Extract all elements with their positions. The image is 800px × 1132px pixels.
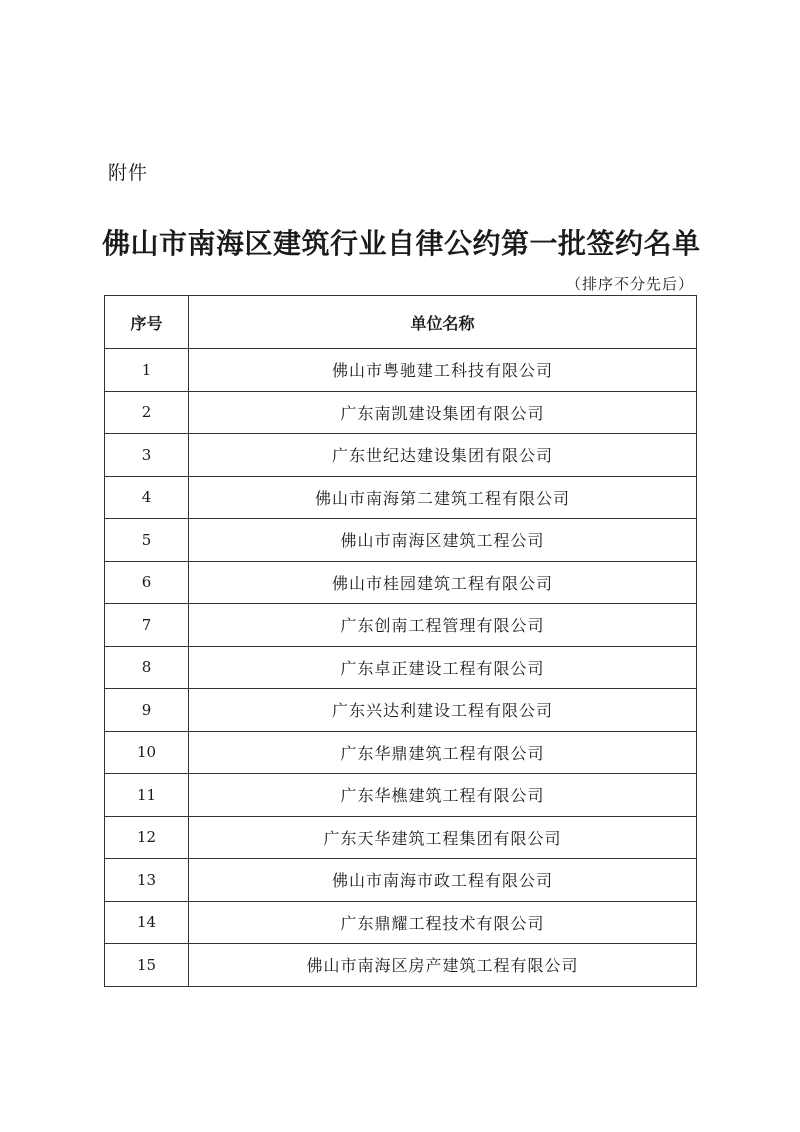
row-serial-number: 10 [105,731,189,774]
table-row [105,391,697,434]
row-company-name: 广东卓正建设工程有限公司 [189,646,697,689]
row-company-name: 广东创南工程管理有限公司 [189,604,697,647]
table-row [105,561,697,604]
table-row [105,816,697,859]
table-row [105,901,697,944]
row-serial-number: 15 [105,944,189,987]
row-company-name: 广东华樵建筑工程有限公司 [189,774,697,817]
table-row [105,731,697,774]
row-company-name: 广东华鼎建筑工程有限公司 [189,731,697,774]
row-serial-number: 9 [105,689,189,732]
table-row [105,519,697,562]
attachment-label: 附件 [108,162,149,184]
row-company-name: 佛山市南海市政工程有限公司 [189,859,697,902]
table-row [105,689,697,732]
row-company-name: 广东鼎耀工程技术有限公司 [189,901,697,944]
table-row [105,476,697,519]
row-company-name: 佛山市南海区房产建筑工程有限公司 [189,944,697,987]
table-row [105,859,697,902]
table-row [105,604,697,647]
header-company-name: 单位名称 [189,296,697,349]
row-company-name: 佛山市南海第二建筑工程有限公司 [189,476,697,519]
signatory-table [104,295,697,987]
row-serial-number: 3 [105,434,189,477]
row-serial-number: 13 [105,859,189,902]
row-company-name: 佛山市南海区建筑工程公司 [189,519,697,562]
row-serial-number: 1 [105,349,189,392]
ordering-note: （排序不分先后） [565,275,694,293]
header-serial-number: 序号 [105,296,189,349]
row-company-name: 佛山市粤驰建工科技有限公司 [189,349,697,392]
row-company-name: 佛山市桂园建筑工程有限公司 [189,561,697,604]
row-company-name: 广东世纪达建设集团有限公司 [189,434,697,477]
row-company-name: 广东兴达利建设工程有限公司 [189,689,697,732]
row-serial-number: 6 [105,561,189,604]
table-row [105,434,697,477]
table-row [105,646,697,689]
table-row [105,944,697,987]
row-serial-number: 12 [105,816,189,859]
row-serial-number: 4 [105,476,189,519]
row-serial-number: 11 [105,774,189,817]
table-header-row [105,296,697,349]
row-company-name: 广东南凯建设集团有限公司 [189,391,697,434]
row-serial-number: 14 [105,901,189,944]
row-serial-number: 7 [105,604,189,647]
row-serial-number: 2 [105,391,189,434]
document-title: 佛山市南海区建筑行业自律公约第一批签约名单 [102,227,701,260]
table-row [105,349,697,392]
row-serial-number: 8 [105,646,189,689]
row-company-name: 广东天华建筑工程集团有限公司 [189,816,697,859]
row-serial-number: 5 [105,519,189,562]
table-row [105,774,697,817]
